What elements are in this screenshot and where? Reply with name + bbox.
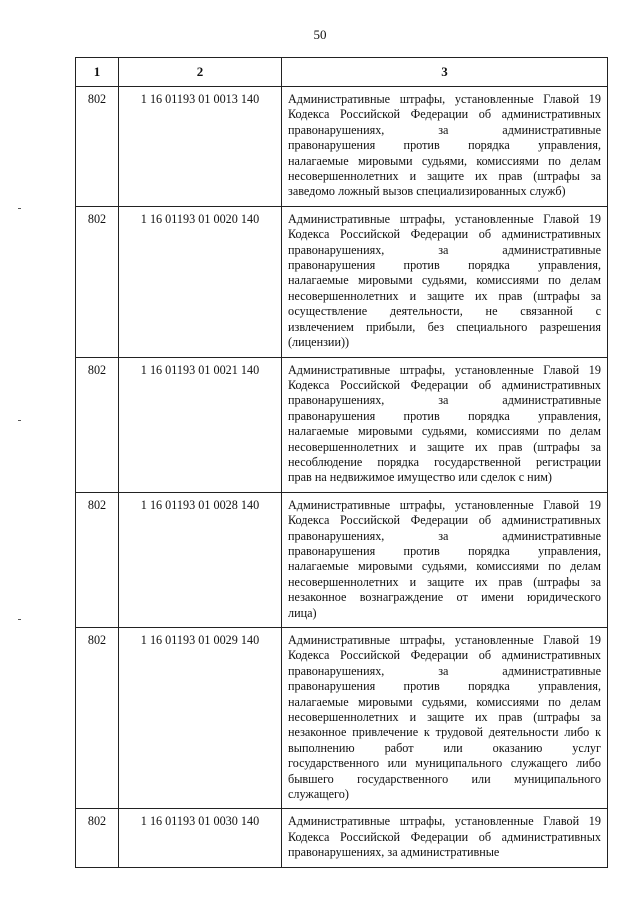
description-line: Административные штрафы, установленные Главой 19 [288,92,601,106]
revenue-description-cell [282,206,608,357]
budget-classification-code-cell: 1 16 01193 01 0030 140 [119,809,282,867]
description-line: правонарушения против порядка управления, [288,138,601,153]
column-header-1: 1 [76,58,119,87]
description-line: правонарушения против порядка управления, [288,679,601,694]
description-line: Кодекса Российской Федерации об административных [288,227,601,242]
description-line: налагаемые мировыми судьями, комиссиями по делам [288,559,601,574]
budget-classification-code-cell: 1 16 01193 01 0013 140 [119,87,282,207]
description-line: извлечением прибыли, без специального разрешения [288,319,601,334]
admin-code-cell: 802 [76,492,119,627]
column-header-3: 3 [282,58,608,87]
description-line: Кодекса Российской Федерации об административных [288,107,601,122]
budget-classification-code-cell: 1 16 01193 01 0028 140 [119,492,282,627]
description-line: служащего) [288,787,349,802]
table-row [76,357,608,492]
budget-classification-code-cell: 1 16 01193 01 0021 140 [119,357,282,492]
margin-mark [18,619,21,620]
description-line: правонарушениях, за административные [288,242,601,257]
description-line: правонарушения против порядка управления, [288,543,601,558]
revenue-description-cell [282,357,608,492]
description-line: несовершеннолетних и защите их прав (штрафы за [288,288,601,303]
table-row [76,492,608,627]
revenue-description-cell [282,628,608,809]
description-line: Кодекса Российской Федерации об административных [288,648,601,663]
margin-mark [18,208,21,209]
admin-code-cell: 802 [76,357,119,492]
page-number: 50 [313,27,327,42]
description-line: прав на недвижимое имущество или сделок с ним) [288,470,552,485]
description-line: несовершеннолетних и защите их прав (штрафы за [288,574,601,589]
admin-code-cell: 802 [76,628,119,809]
budget-classification-code-cell: 1 16 01193 01 0020 140 [119,206,282,357]
table-header-row [76,58,608,87]
description-line: несовершеннолетних и защите их прав (штрафы за [288,169,601,184]
table-body [76,87,608,868]
description-line: лица) [288,605,317,620]
description-line: правонарушениях, за административные [288,393,601,408]
description-line: правонарушениях, за административные [288,528,601,543]
revenue-description-cell [282,809,608,867]
table-row [76,87,608,207]
description-line: правонарушения против порядка управления, [288,408,601,423]
description-line: незаконное вознаграждение от имени юридического [288,590,601,605]
description-line: (лицензии)) [288,335,350,350]
description-line: выполнению работ или оказанию услуг [288,740,601,755]
revenue-description-cell [282,492,608,627]
table-row [76,628,608,809]
table-row [76,809,608,867]
description-line: несовершеннолетних и защите их прав (штрафы за [288,710,601,725]
description-line: правонарушения против порядка управления, [288,258,601,273]
description-line: правонарушениях, за административные [288,122,601,137]
description-line: Кодекса Российской Федерации об административных [288,377,601,392]
description-line: Административные штрафы, установленные Главой 19 [288,211,601,226]
description-line: налагаемые мировыми судьями, комиссиями по делам [288,694,601,709]
budget-codes-table [75,57,608,868]
table-row [76,206,608,357]
margin-mark [18,420,21,421]
admin-code-cell: 802 [76,87,119,207]
description-line: несоблюдение порядка государственной регистрации [288,454,601,469]
description-line: незаконное привлечение к трудовой деятельности либо к [288,725,601,740]
description-line: налагаемые мировыми судьями, комиссиями по делам [288,273,601,288]
description-line: Кодекса Российской Федерации об административных [288,829,601,844]
description-line: несовершеннолетних и защите их прав (штрафы за [288,439,601,454]
admin-code-cell: 802 [76,809,119,867]
description-line: государственного или муниципального служащего либо [288,756,601,771]
description-line: бывшего государственного или муниципального [288,771,601,786]
description-line: Административные штрафы, установленные Главой 19 [288,814,601,829]
revenue-description-cell [282,87,608,207]
column-header-2: 2 [119,58,282,87]
description-line: Административные штрафы, установленные Главой 19 [288,497,601,512]
description-line: заведомо ложный вызов специализированных служб) [288,184,566,199]
description-line: Административные штрафы, установленные Главой 19 [288,633,601,647]
description-line: налагаемые мировыми судьями, комиссиями по делам [288,153,601,168]
description-line: Административные штрафы, установленные Главой 19 [288,362,601,377]
description-line: налагаемые мировыми судьями, комиссиями по делам [288,424,601,439]
description-line: Кодекса Российской Федерации об административных [288,513,601,528]
description-line: правонарушениях, за административные [288,663,601,678]
description-line: правонарушениях, за административные [288,845,500,860]
admin-code-cell: 802 [76,206,119,357]
description-line: осуществление деятельности, не связанной с [288,304,601,319]
budget-classification-code-cell: 1 16 01193 01 0029 140 [119,628,282,809]
